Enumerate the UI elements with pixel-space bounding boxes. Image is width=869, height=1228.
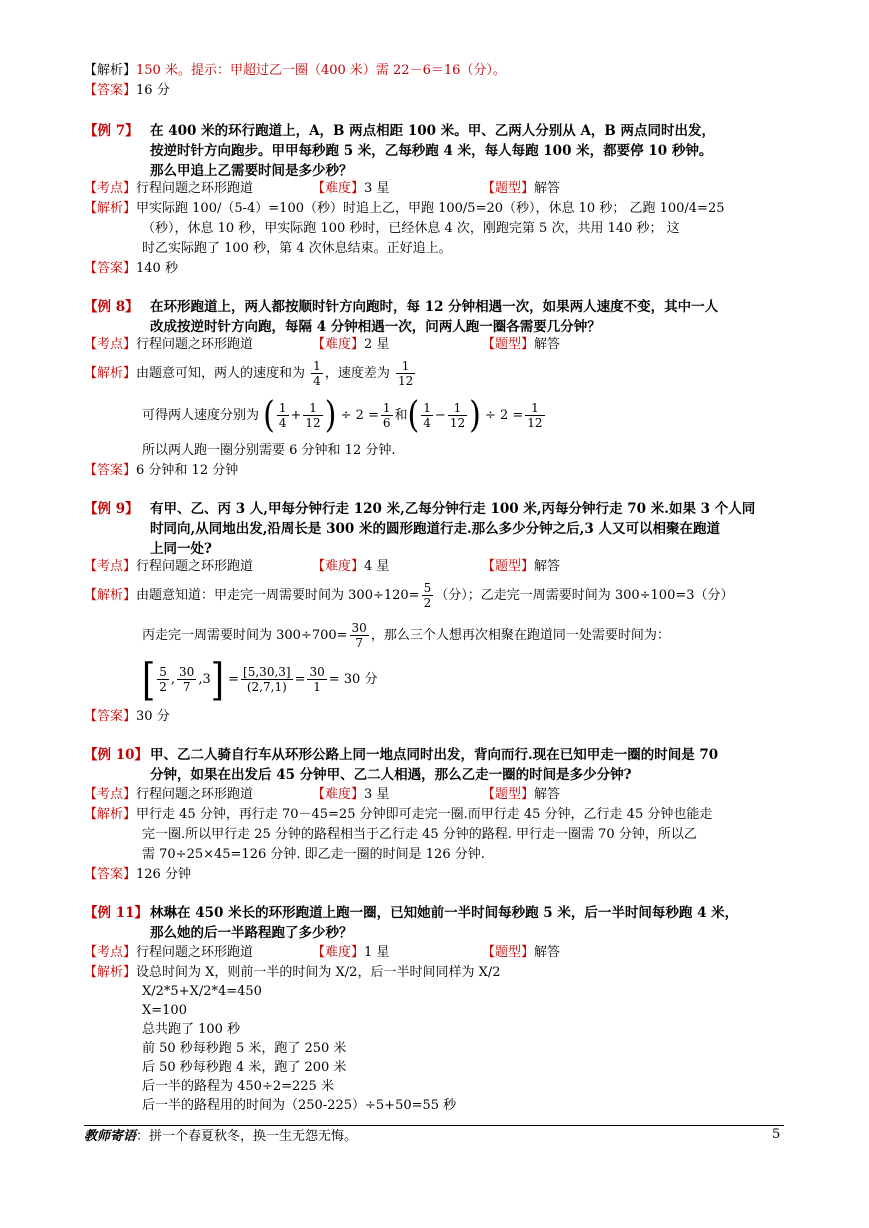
example-9-tag: 【例 9】 <box>84 501 139 517</box>
example-8-answer: 【答案】6 分钟和 12 分钟 <box>84 463 239 478</box>
example-10-tag: 【例 10】 <box>84 747 148 763</box>
example-8-analysis-line-2: 可得两人速度分别为 ( $\frac{1}{4}$ + $\frac{1}{12}$ ) ÷ 2 = $\frac{1}{6}$ 和( $\frac{1}{4}$ − $\frac{1}{12}$ ) ÷ 2 = $\frac{1}{12}$ <box>142 393 543 436</box>
fraction-one-twelfth: $\frac{1}{12}$ <box>397 359 414 388</box>
example-8-question-line-2: 改成按逆时针方向跑，每隔 4 分钟相遇一次，问两人跑一圈各需要几分钟？ <box>150 319 601 335</box>
example-7-type: 解答 <box>534 181 561 196</box>
footer-motto: 教师寄语：拼一个春夏秋冬，换一生无怨无悔。 <box>84 1129 358 1144</box>
example-9-analysis-line-2: 丙走完一周需要时间为 300÷700= $\frac{30}{7}$ ，那么三个人想再次相聚在跑道同一处需要时间为： <box>142 621 670 650</box>
example-8-type: 解答 <box>534 337 561 352</box>
footer-text: 拼一个春夏秋冬，换一生无怨无悔。 <box>149 1129 358 1144</box>
example-7-analysis-line-2: （秒），休息 10 秒，甲实际跑 100 秒时，已经休息 4 次，刚跑完第 5 次，共用 140 秒； 这 <box>142 221 680 236</box>
example-10-question-line-1: 【例 10】 甲、乙二人骑自行车从环形公路上同一地点同时出发，背向而行.现在已知甲走一圈的时间是 70 <box>84 747 719 763</box>
document-page: 【解析】150 米。提示：甲超过乙一圈（400 米）需 22－6＝16（分）。 【答案】16 分 【例 7】 在 400 米的环行跑道上，A，B 两点相距 100 米。甲、乙两人分别从 A，B 两点同时出发， 按逆时针方向跑步。甲甲每秒跑 5 米，乙每秒跑 4 米，每人每跑 100 米，都要停 10 秒钟。 那么甲追上乙需要时间是多少秒？ 【考点】行程问题之环形跑道 【难度】3 星 【题型】解答 【解析】甲实际跑 100/（5-4）=100（秒）时追上乙，甲跑 100/5=20（秒），休息 10 秒； 乙跑 100/4=25 （秒），休息 10 秒，甲实际跑 100 秒时，已经休息 4 次，刚跑完第 5 次，共用 140 秒； 这 时乙实际跑了 100 秒，第 4 次休息结束。正好追上。 【答案】140 秒 【例 8】 在环形跑道上，两人都按顺时针方向跑时，每 12 分钟相遇一次，如果两人速度不变，其中一人 改成按逆时针方向跑，每隔 4 分钟相遇一次，问两人跑一圈各需要几分钟？ 【考点】行程问题之环形跑道 【难度】2 星 【题型】解答 【解析】由题意可知，两人的速度和为 $\frac{1}{4}$ ，速度差为 $\frac{1}{12}$ 可得两人速度分别为 ( $\frac{1}{4}$ + $\frac{1}{12}$ ) ÷ 2 = $\frac{1}{6}$ 和( $\frac{1}{4}$ − $\frac{1}{12}$ ) ÷ 2 = $\frac{1}{12}$ 所以两人跑一圈分别需要 6 分钟和 12 分钟. 【答案】6 分钟和 12 分钟 【例 9】 有甲、乙、丙 3 人,甲每分钟行走 120 米,乙每分钟行走 100 米,丙每分钟行走 70 米.如果 3 个人同 时同向,从同地出发,沿周长是 300 米的圆形跑道行走.那么多少分钟之后,3 人又可以相聚在跑道 上同一处? 【考点】行程问题之环形跑道 【难度】4 星 【题型】解答 【解析】由题意知道：甲走完一周需要时间为 300÷120= $\frac{5}{2}$ （分）；乙走完一周需要时间为 300÷100=3（分） 丙走完一周需要时间为 300÷700= $\frac{30}{7}$ ，那么三个人想再次相聚在跑道同一处需要时间为： [ $\frac{5}{2}$ , $\frac{30}{7}$ ,3] = $\frac{[5,30,3]}{(2,7,1)}$ = $\frac{30}{1}$ = 30 分 【答案】30 分 【例 10】 甲、乙二人骑自行车从环形公路上同一地点同时出发，背向而行.现在已知甲走一圈的时间是 70 分钟，如果在出发后 45 分钟甲、乙二人相遇，那么乙走一圈的时间是多少分钟? 【考点】行程问题之环形跑道 【难度】3 星 【题型】解答 【解析】甲行走 45 分钟，再行走 70－45=25 分钟即可走完一圈.而甲行走 45 分钟，乙行走 45 分钟也能走 完一圈.所以甲行走 25 分钟的路程相当于乙行走 45 分钟的路程. 甲行走一圈需 70 分钟，所以乙 需 70÷25×45=126 分钟. 即乙走一圈的时间是 126 分钟. 【答案】126 分钟 【例 11】 林琳在 450 米长的环形跑道上跑一圈，已知她前一半时间每秒跑 5 米，后一半时间每秒跑 4 米， 那么她的后一半路程跑了多少秒？ 【考点】行程问题之环形跑道 【难度】1 星 【题型】解答 【解析】设总时间为 X，则前一半的时间为 X/2，后一半时间同样为 X/2 X/2*5+X/2*4=450 X=100 总共跑了 100 秒 前 50 秒每秒跑 5 米，跑了 250 米 后 50 秒每秒跑 4 米，跑了 200 米 后一半的路程为 450÷2=225 米 后一半的路程用的时间为（250-225）÷5+50=55 秒 教师寄语：拼一个春夏秋冬，换一生无怨无悔。 5 <box>0 0 869 1228</box>
answer-label: 【答案】 <box>84 83 137 98</box>
fraction-one-quarter: $\frac{1}{4}$ <box>313 359 321 388</box>
example-9-question-line-1: 【例 9】 有甲、乙、丙 3 人,甲每分钟行走 120 米,乙每分钟行走 100 米,丙每分钟行走 70 米.如果 3 个人同 <box>84 501 756 517</box>
example-7-question-line-2: 按逆时针方向跑步。甲甲每秒跑 5 米，乙每秒跑 4 米，每人每跑 100 米，都要停 10 秒钟。 <box>150 143 713 159</box>
example-11-analysis-line-4: 总共跑了 100 秒 <box>142 1022 241 1037</box>
example-11-analysis-line-7: 后一半的路程为 450÷2=225 米 <box>142 1079 334 1094</box>
example-7-answer: 【答案】140 秒 <box>84 261 178 276</box>
example-9-question-line-2: 时同向,从同地出发,沿周长是 300 米的圆形跑道行走.那么多少分钟之后,3 人又可以相聚在跑道 <box>150 521 720 537</box>
example-11-analysis-line-2: X/2*5+X/2*4=450 <box>142 984 262 999</box>
prev-analysis <box>84 62 506 80</box>
example-11-analysis-line-3: X=100 <box>142 1003 187 1018</box>
example-11-difficulty: 1 星 <box>364 945 390 960</box>
example-10-difficulty: 3 星 <box>364 787 390 802</box>
example-9-difficulty: 4 星 <box>364 559 390 574</box>
example-9-question-line-3: 上同一处? <box>150 541 212 557</box>
example-11-question-line-2: 那么她的后一半路程跑了多少秒？ <box>150 925 353 941</box>
example-10-analysis-line-1: 【解析】甲行走 45 分钟，再行走 70－45=25 分钟即可走完一圈.而甲行走 45 分钟，乙行走 45 分钟也能走 <box>84 807 713 822</box>
example-10-analysis-line-2: 完一圈.所以甲行走 25 分钟的路程相当于乙行走 45 分钟的路程. 甲行走一圈需 70 分钟，所以乙 <box>142 827 697 842</box>
example-9-type: 解答 <box>534 559 561 574</box>
fraction-five-halves: $\frac{5}{2}$ <box>423 581 432 610</box>
example-8-difficulty: 2 星 <box>364 337 390 352</box>
example-10-answer: 【答案】126 分钟 <box>84 867 191 882</box>
example-11-analysis-line-8: 后一半的路程用的时间为（250-225）÷5+50=55 秒 <box>142 1098 457 1113</box>
example-11-analysis-line-5: 前 50 秒每秒跑 5 米，跑了 250 米 <box>142 1041 347 1056</box>
example-8-topic: 行程问题之环形跑道 <box>136 337 254 352</box>
analysis-label: 【解析】 <box>84 63 137 78</box>
example-10-analysis-line-3: 需 70÷25×45=126 分钟. 即乙走一圈的时间是 126 分钟. <box>142 847 485 862</box>
example-7-tag: 【例 7】 <box>84 123 139 139</box>
example-7-analysis-line-3: 时乙实际跑了 100 秒，第 4 次休息结束。正好追上。 <box>142 241 452 256</box>
example-7-question-line-3: 那么甲追上乙需要时间是多少秒？ <box>150 163 353 179</box>
example-11-type: 解答 <box>534 945 561 960</box>
example-10-type: 解答 <box>534 787 561 802</box>
footer-divider <box>84 1125 784 1126</box>
prev-answer-text: 16 分 <box>136 83 170 98</box>
example-7-topic: 行程问题之环形跑道 <box>136 181 254 196</box>
lcm-gcd-fraction: $\frac{[5,30,3]}{(2,7,1)}$ <box>243 665 291 694</box>
example-8-analysis-line-3: 所以两人跑一圈分别需要 6 分钟和 12 分钟. <box>142 443 396 458</box>
example-9-answer: 【答案】30 分 <box>84 709 170 724</box>
fraction-thirty-sevenths: $\frac{30}{7}$ <box>351 621 367 650</box>
example-10-question-line-2: 分钟，如果在出发后 45 分钟甲、乙二人相遇，那么乙走一圈的时间是多少分钟? <box>150 767 632 783</box>
example-9-analysis-line-3: [ $\frac{5}{2}$ , $\frac{30}{7}$ ,3] = $\frac{[5,30,3]}{(2,7,1)}$ = $\frac{30}{1}$ = 30 分 <box>142 653 378 706</box>
prev-answer <box>84 82 170 100</box>
example-8-analysis-line-1: 【解析】由题意可知，两人的速度和为 $\frac{1}{4}$ ，速度差为 $\frac{1}{12}$ <box>84 359 414 388</box>
example-9-topic: 行程问题之环形跑道 <box>136 559 254 574</box>
prev-analysis-text: 150 米。提示：甲超过乙一圈（400 米）需 22－6＝16（分）。 <box>136 63 506 78</box>
example-8-question-line-1: 【例 8】 在环形跑道上，两人都按顺时针方向跑时，每 12 分钟相遇一次，如果两人速度不变，其中一人 <box>84 299 719 315</box>
example-11-topic: 行程问题之环形跑道 <box>136 945 254 960</box>
example-7-question-line-1: 【例 7】 在 400 米的环行跑道上，A，B 两点相距 100 米。甲、乙两人分别从 A，B 两点同时出发， <box>84 123 716 139</box>
example-11-analysis-line-6: 后 50 秒每秒跑 4 米，跑了 200 米 <box>142 1060 347 1075</box>
example-11-analysis-line-1: 【解析】设总时间为 X，则前一半的时间为 X/2，后一半时间同样为 X/2 <box>84 965 501 980</box>
example-9-analysis-line-1: 【解析】由题意知道：甲走完一周需要时间为 300÷120= $\frac{5}{2}$ （分）；乙走完一周需要时间为 300÷100=3（分） <box>84 581 734 610</box>
example-10-topic: 行程问题之环形跑道 <box>136 787 254 802</box>
page-number: 5 <box>772 1127 781 1142</box>
example-7-difficulty: 3 星 <box>364 181 390 196</box>
example-11-question-line-1: 【例 11】 林琳在 450 米长的环形跑道上跑一圈，已知她前一半时间每秒跑 5 米，后一半时间每秒跑 4 米， <box>84 905 739 921</box>
example-7-analysis-line-1: 【解析】甲实际跑 100/（5-4）=100（秒）时追上乙，甲跑 100/5=20（秒），休息 10 秒； 乙跑 100/4=25 <box>84 201 725 216</box>
footer-label: 教师寄语 <box>84 1129 137 1144</box>
example-11-tag: 【例 11】 <box>84 905 148 921</box>
example-8-tag: 【例 8】 <box>84 299 139 315</box>
